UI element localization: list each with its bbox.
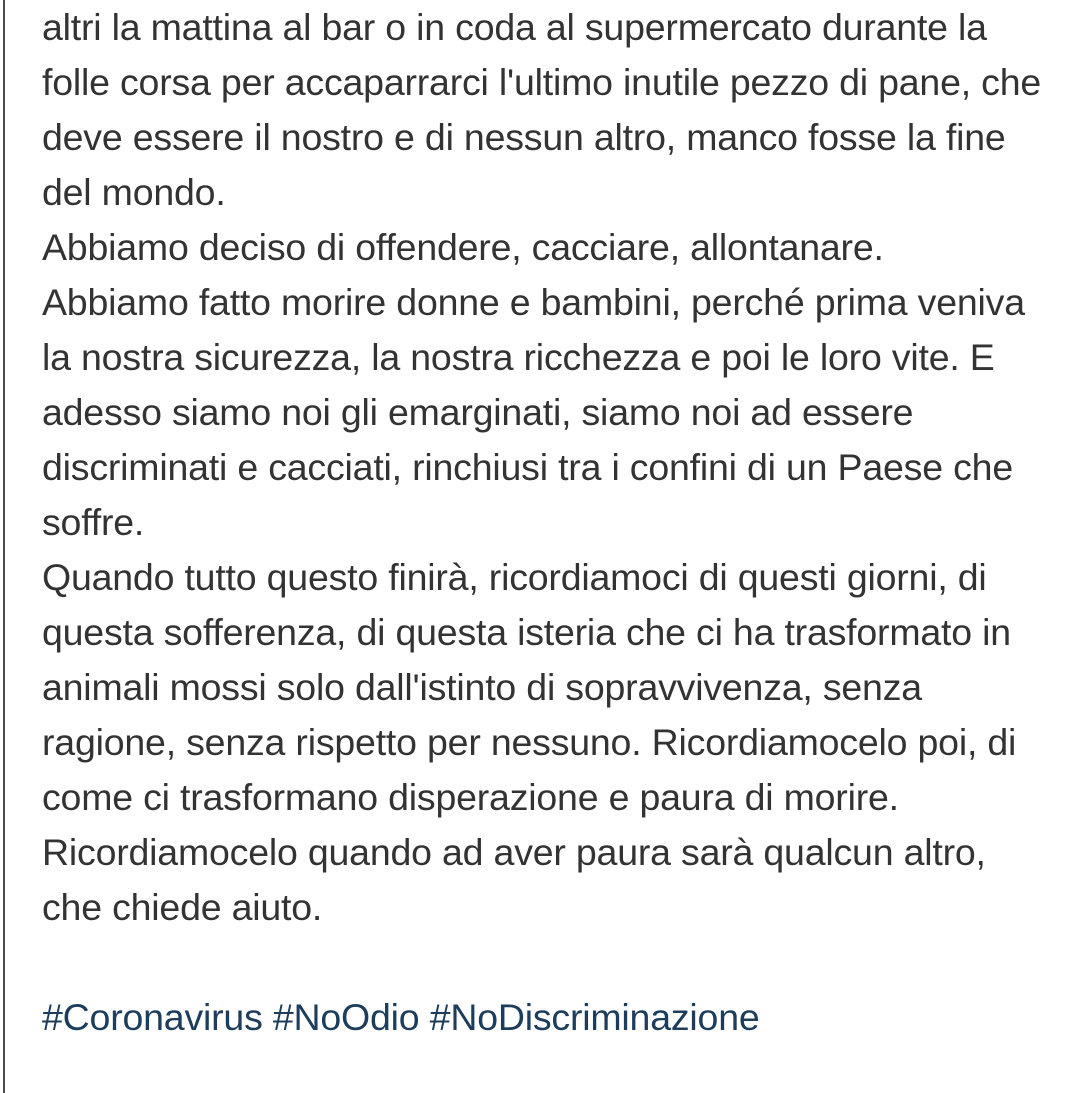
hashtag-line[interactable]: #Coronavirus #NoOdio #NoDiscriminazione (42, 996, 760, 1038)
quote-left-rule (3, 0, 5, 1093)
post-paragraph-2: Abbiamo deciso di offendere, cacciare, allontanare. (42, 226, 884, 268)
post-body (42, 0, 1052, 1045)
post-paragraph-3: Abbiamo fatto morire donne e bambini, perché prima veniva la nostra sicurezza, la nostra ricchezza e poi le loro vite. E adesso siamo noi gli emarginati, siamo noi ad essere discriminati e cacciati, rinchiusi tra i confini di un Paese che soffre. (42, 281, 1036, 543)
post-paragraph-1: altri la mattina al bar o in coda al supermercato durante la folle corsa per accaparrarci l'ultimo inutile pezzo di pane, che deve essere il nostro e di nessun altro, manco fosse la fine del mondo. (42, 6, 1052, 213)
post-paragraph-4: Quando tutto questo finirà, ricordiamoci di questi giorni, di questa sofferenza, di questa isteria che ci ha trasformato in animali mossi solo dall'istinto di sopravvivenza, senza ragione, senza rispetto per nessuno. Ricordiamocelo poi, di come ci trasformano disperazione e paura di morire. Ricordiamocelo quando ad aver paura sarà qualcun altro, che chiede aiuto. (42, 556, 1027, 928)
paragraph-spacer (42, 935, 1052, 990)
